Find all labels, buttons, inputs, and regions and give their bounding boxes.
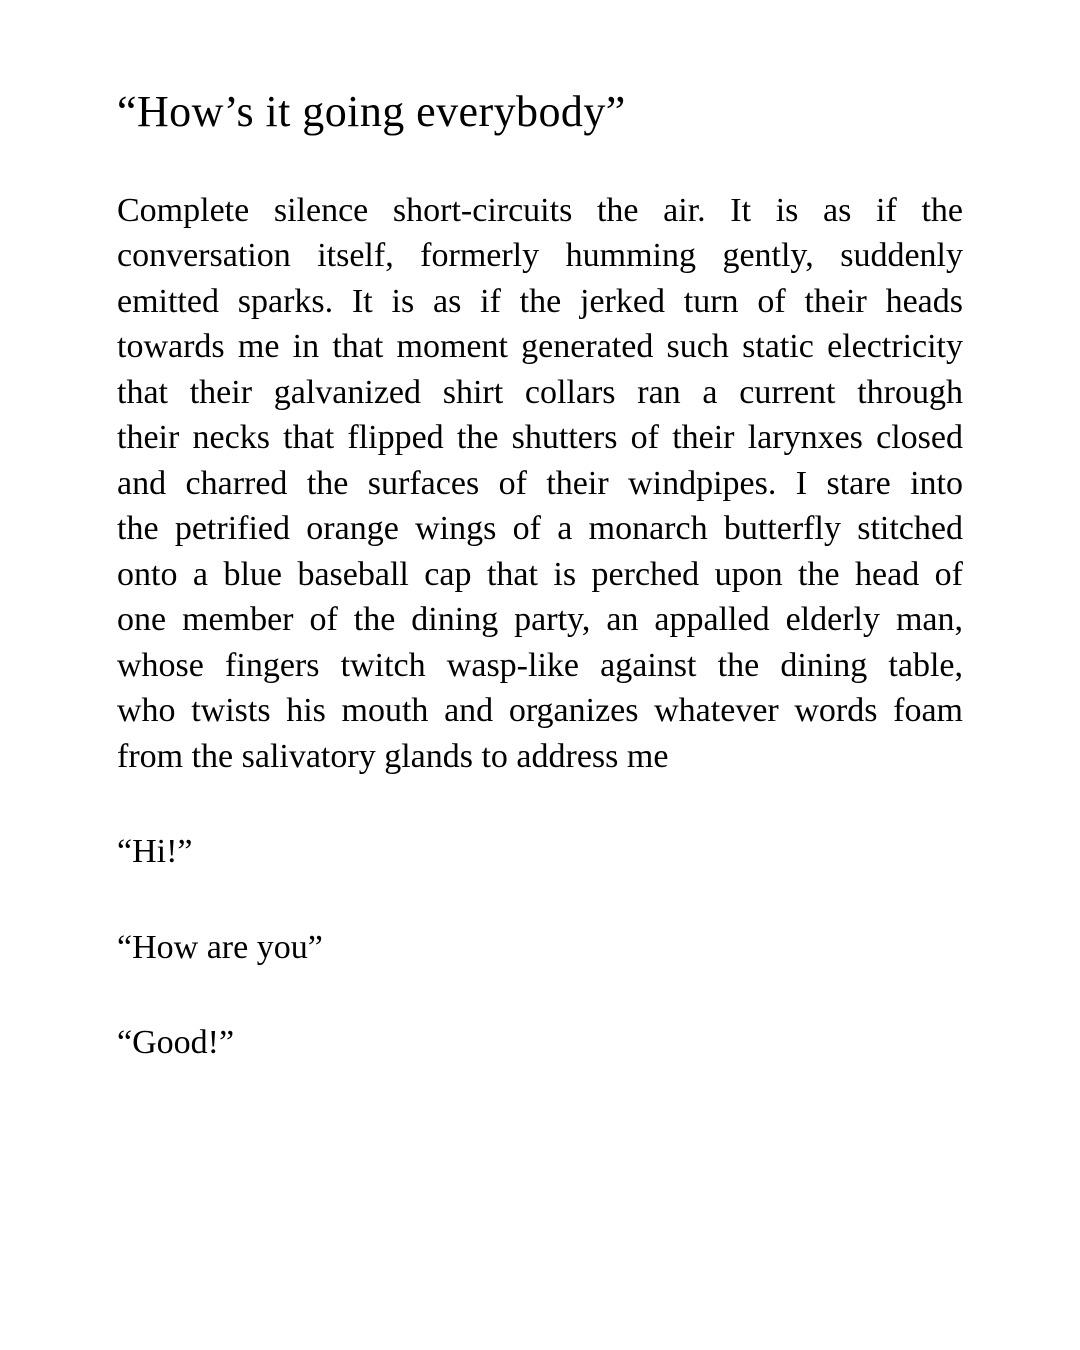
- paragraph-line: the petrified orange wings of a monarch butterfly stitched: [117, 510, 963, 548]
- paragraph-line: from the salivatory glands to address me: [117, 737, 669, 775]
- paragraph-line: one member of the dining party, an appalled elderly man,: [117, 601, 963, 639]
- paragraph-line: whose fingers twitch wasp-like against the dining table,: [117, 646, 963, 684]
- paragraph-line: who twists his mouth and organizes whatever words foam: [117, 692, 963, 730]
- dialogue-line-how-are-you: “How are you”: [117, 928, 323, 966]
- body-paragraph: [117, 188, 963, 780]
- paragraph-line: and charred the surfaces of their windpipes. I stare into: [117, 464, 963, 502]
- paragraph-line: towards me in that moment generated such static electricity: [117, 328, 963, 366]
- paragraph-line: that their galvanized shirt collars ran a current through: [117, 373, 963, 411]
- paragraph-line: onto a blue baseball cap that is perched upon the head of: [117, 555, 963, 593]
- paragraph-line: emitted sparks. It is as if the jerked turn of their heads: [117, 282, 963, 320]
- paragraph-line: Complete silence short-circuits the air. It is as if the: [117, 191, 963, 229]
- page-title: “How’s it going everybody”: [117, 87, 626, 136]
- dialogue-line-good: “Good!”: [117, 1024, 235, 1062]
- paragraph-line: their necks that flipped the shutters of their larynxes closed: [117, 419, 963, 457]
- dialogue-line-hi: “Hi!”: [117, 833, 193, 871]
- paragraph-line: conversation itself, formerly humming gently, suddenly: [117, 237, 963, 275]
